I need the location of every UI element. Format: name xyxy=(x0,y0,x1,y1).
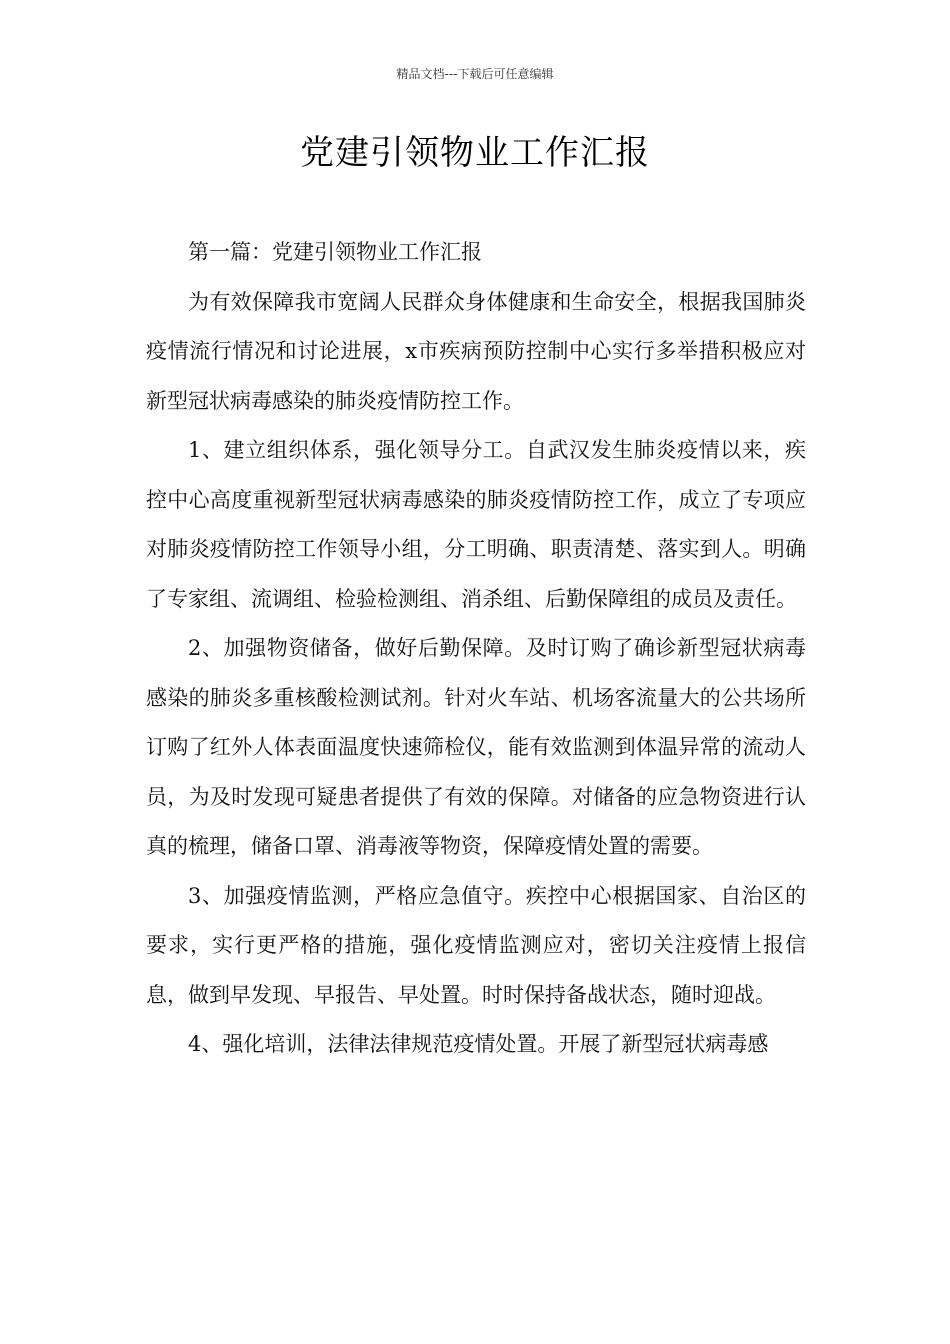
document-body xyxy=(146,228,806,1070)
document-title: 党建引领物业工作汇报 xyxy=(300,133,650,173)
paragraph-item-4: 4、强化培训，法律法律规范疫情处置。开展了新型冠状病毒感 xyxy=(188,1032,769,1056)
paragraph-item-2: 2、加强物资储备，做好后勤保障。及时订购了确诊新型冠状病毒感染的肺炎多重核酸检测试剂。针对火车站、机场客流量大的公共场所订购了红外人体表面温度快速筛检仪，能有效监测到体温异常的流动人员，为及时发现可疑患者提供了有效的保障。对储备的应急物资进行认真的梳理，储备口罩、消毒液等物资，保障疫情处置的需要。 xyxy=(146,636,806,858)
paragraph-intro: 为有效保障我市宽阔人民群众身体健康和生命安全，根据我国肺炎疫情流行情况和讨论进展，x市疾病预防控制中心实行多举措积极应对新型冠状病毒感染的肺炎疫情防控工作。 xyxy=(146,289,806,413)
section-heading: 第一篇：党建引领物业工作汇报 xyxy=(188,240,482,264)
paragraph-item-1: 1、建立组织体系，强化领导分工。自武汉发生肺炎疫情以来，疾控中心高度重视新型冠状病毒感染的肺炎疫情防控工作，成立了专项应对肺炎疫情防控工作领导小组，分工明确、职责清楚、落实到人。明确了专家组、流调组、检验检测组、消杀组、后勤保障组的成员及责任。 xyxy=(146,438,806,611)
header-note: 精品文档---下载后可任意编辑 xyxy=(396,67,554,81)
paragraph-item-3: 3、加强疫情监测，严格应急值守。疾控中心根据国家、自治区的要求，实行更严格的措施，强化疫情监测应对，密切关注疫情上报信息，做到早发现、早报告、早处置。时时保持备战状态，随时迎战。 xyxy=(146,883,806,1007)
